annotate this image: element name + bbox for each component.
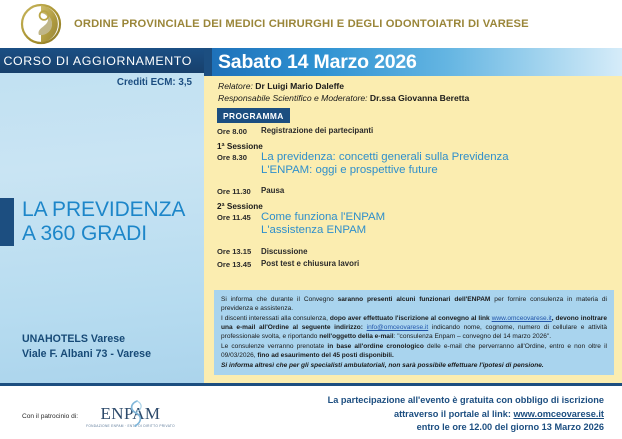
- program-row: [217, 212, 609, 238]
- registration-portal-link[interactable]: www.omceovarese.it: [513, 408, 604, 419]
- speaker-name: Dr Luigi Mario Daleffe: [255, 81, 345, 91]
- enpam-wordmark: ENPAM: [100, 404, 161, 423]
- consultancy-info-box: [214, 290, 614, 375]
- info-p3-a: Le consulenze verranno prenotate: [221, 342, 328, 350]
- page-header: [0, 0, 622, 48]
- moderator-name: Dr.ssa Giovanna Beretta: [369, 93, 470, 104]
- event-title-line-2: A 360 GRADI: [22, 221, 147, 245]
- registration-note-line-3: entro le ore 12.00 del giorno 13 Marzo 2026: [416, 422, 604, 433]
- program-description: [261, 151, 509, 178]
- program-description-line: Post test e chiusura lavori: [261, 259, 360, 269]
- info-p3-c: delle e-mail che perverranno all'Ordine, entro e non oltre il 09/03/2026,: [221, 342, 607, 360]
- info-p2-a: I discenti interessati alla consulenza,: [221, 314, 330, 322]
- event-date-bar: [204, 48, 622, 76]
- page-footer: [0, 389, 622, 439]
- ordine-medici-logo-icon: [12, 1, 70, 47]
- program-time: Ore 13.45: [217, 259, 252, 269]
- program-description: [261, 246, 308, 256]
- caduceus-snake-icon: [126, 400, 148, 430]
- program-time: Ore 11.30: [217, 186, 251, 196]
- patronage-label: Con il patrocinio di:: [22, 412, 79, 420]
- program-row: [217, 152, 609, 178]
- program-description: [261, 125, 373, 135]
- program-description-line: Registrazione dei partecipanti: [261, 126, 374, 135]
- patronage-block: [22, 405, 175, 428]
- program-description-line: Pausa: [261, 186, 285, 196]
- program-description-line: L'assistenza ENPAM: [261, 224, 367, 237]
- program-time: Ore 11.45: [217, 213, 251, 223]
- info-p2-c: , devono inoltrare una e-mail all'Ordine al seguente indirizzo:: [221, 314, 607, 332]
- info-p2-d: indicando nome, cognome, numero di cellulare e attività professionale svolta, e riportando: [221, 324, 608, 341]
- moderator-row: [218, 92, 469, 104]
- speaker-label: Relatore:: [218, 81, 253, 91]
- program-description-line: L'ENPAM: oggi e prospettive future: [261, 163, 438, 176]
- title-accent-bar: [0, 198, 14, 246]
- email-link-inline[interactable]: info@omceovarese.it: [366, 324, 429, 332]
- program-time: Ore 8.30: [217, 153, 247, 162]
- registration-note-line-2-pre: attraverso il portale al link:: [393, 408, 514, 419]
- info-paragraph-2: [221, 314, 607, 342]
- course-type-banner: [0, 48, 204, 73]
- program-time: Ore 13.15: [217, 247, 252, 257]
- program-list: [217, 125, 609, 271]
- programma-badge: PROGRAMMA: [217, 108, 290, 123]
- program-description: [261, 211, 385, 238]
- program-description: [261, 258, 359, 268]
- page-title: ORDINE PROVINCIALE DEI MEDICI CHIRURGHI E DEGLI ODONTOIATRI DI VARESE: [74, 18, 529, 30]
- ecm-credits: Crediti ECM: 3,5: [116, 77, 192, 88]
- program-description: [261, 185, 284, 195]
- event-title: [22, 198, 185, 245]
- left-info-panel: [0, 48, 204, 386]
- registration-note: [328, 394, 604, 435]
- program-description-line: Discussione: [261, 246, 308, 256]
- info-p1-a: Si informa che durante il Convegno: [221, 296, 338, 303]
- course-type-label: CORSO DI AGGIORNAMENTO: [3, 53, 192, 68]
- enpam-logo-icon: [86, 405, 175, 428]
- portal-link-inline[interactable]: www.omceovarese.it: [491, 314, 552, 322]
- registration-note-line-2: [328, 408, 604, 422]
- info-p3-b: in base all'ordine cronologico: [327, 342, 424, 350]
- event-title-block: [0, 198, 204, 246]
- info-paragraph-1: [221, 295, 607, 314]
- speakers-block: [218, 80, 469, 105]
- event-title-line-1: LA PREVIDENZA: [22, 198, 186, 221]
- venue-name: UNAHOTELS Varese: [22, 333, 126, 346]
- moderator-label: Responsabile Scientifico e Moderatore:: [218, 93, 368, 104]
- date-accent-bar: [204, 48, 212, 76]
- info-p2-e: nell'oggetto della e-mail: [319, 333, 394, 341]
- program-time: Ore 8.00: [217, 126, 247, 136]
- program-description-line: Come funziona l'ENPAM: [261, 210, 386, 223]
- enpam-subtitle: FONDAZIONE ENPAM · ENTE DI DIRITTO PRIVATO: [86, 423, 175, 428]
- venue-address: Viale F. Albani 73 - Varese: [22, 347, 151, 360]
- right-program-panel: [204, 48, 622, 386]
- info-paragraph-3: [221, 342, 607, 361]
- event-date: Sabato 14 Marzo 2026: [218, 50, 417, 73]
- registration-note-line-1: La partecipazione all'evento è gratuita con obbligo di iscrizione: [327, 395, 604, 405]
- info-p1-b: saranno presenti alcuni funzionari dell'ENPAM: [337, 296, 491, 303]
- speaker-row: [218, 80, 469, 92]
- info-paragraph-4: Si informa altresì che per gli specialisti ambulatoriali, non sarà possibile effettuare l'ipotesi di pensione.: [221, 361, 544, 369]
- program-row: [217, 258, 609, 269]
- venue-block: [22, 332, 151, 361]
- info-p3-d: fino ad esaurimento del 45 posti disponibili.: [257, 352, 394, 360]
- program-session-label: 1ª Sessione: [217, 141, 263, 151]
- program-session-label: 2ª Sessione: [217, 201, 263, 211]
- info-p2-f: : "consulenza Enpam – convegno del 14 marzo 2026".: [393, 333, 552, 341]
- info-p1-c: per fornire consulenza in materia di previdenza e assistenza.: [221, 296, 607, 313]
- program-row: [217, 246, 609, 257]
- program-row: [217, 125, 609, 136]
- program-row: [217, 185, 609, 196]
- program-description-line: La previdenza: concetti generali sulla Previdenza: [261, 150, 509, 163]
- info-p2-b: dopo aver effettuato l'iscrizione al convegno al link: [329, 314, 492, 322]
